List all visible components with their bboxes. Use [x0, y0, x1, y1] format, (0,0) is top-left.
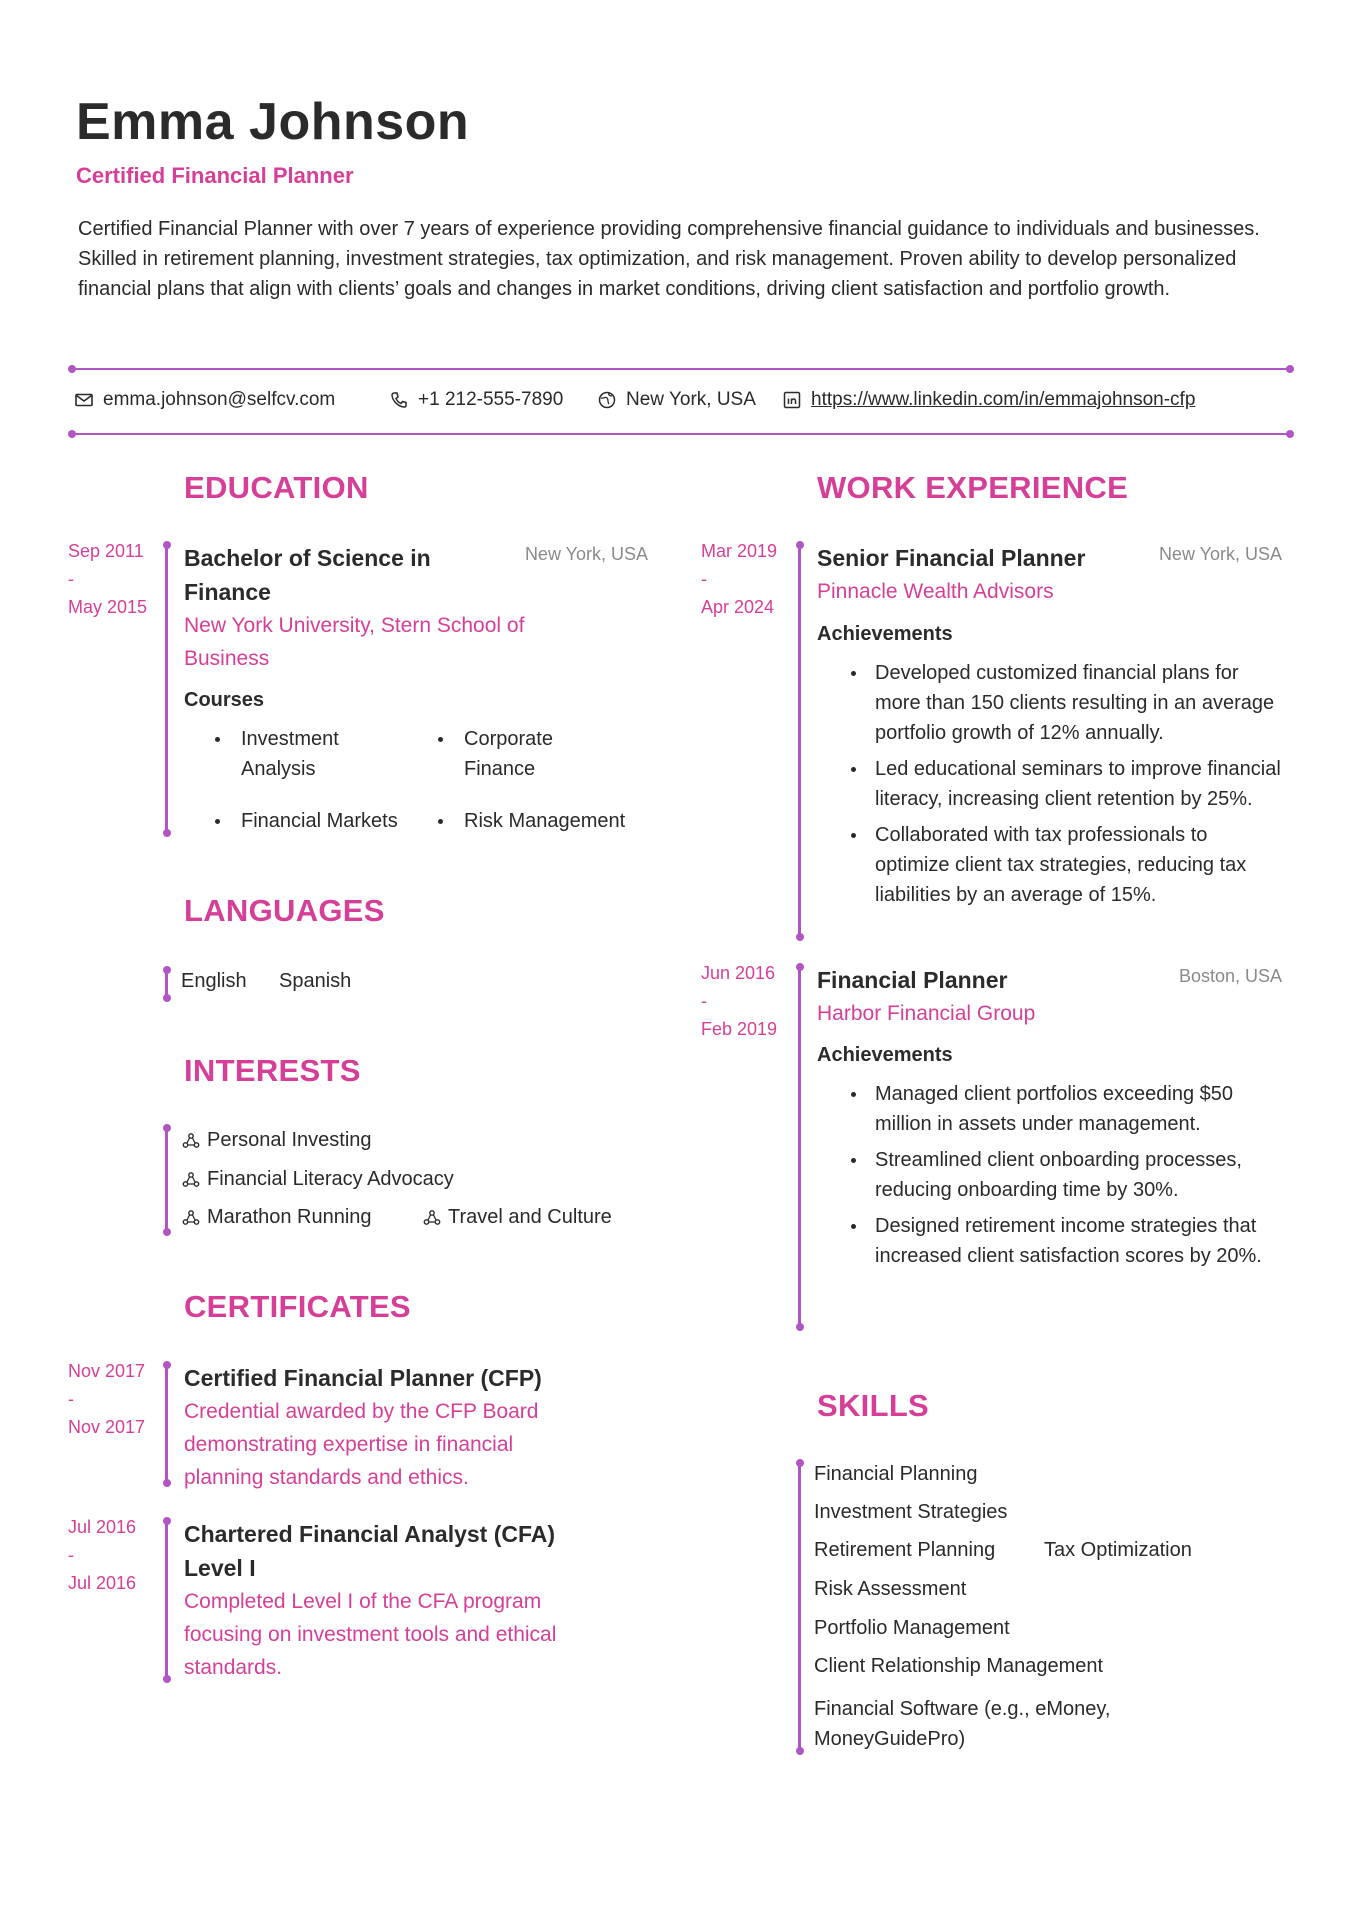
phone-icon	[389, 390, 409, 410]
achievements-list	[817, 1079, 1287, 1277]
skill-item: Investment Strategies	[814, 1501, 1008, 1523]
certificate-dates	[68, 1513, 168, 1597]
date-separator: -	[68, 1389, 74, 1409]
interest-item	[181, 1168, 454, 1191]
email-text: emma.johnson@selfcv.com	[103, 389, 336, 410]
interest-item	[181, 1206, 372, 1229]
interest-label: Personal Investing	[207, 1129, 372, 1151]
education-heading: EDUCATION	[184, 470, 369, 505]
certificate-title	[184, 1517, 664, 1585]
description-line: focusing on investment tools and ethical	[184, 1623, 557, 1646]
people-icon	[181, 1208, 201, 1228]
skill-item: Retirement Planning	[814, 1539, 996, 1561]
date-end: Feb 2019	[701, 1019, 778, 1039]
interest-label: Travel and Culture	[448, 1206, 612, 1228]
contact-linkedin[interactable]	[782, 389, 1195, 411]
job-title: Certified Financial Planner	[76, 163, 354, 188]
course-item: Investment Analysis	[213, 724, 401, 784]
contact-bottom-divider	[72, 433, 1290, 435]
people-icon	[181, 1131, 201, 1151]
date-end: May 2015	[68, 597, 148, 617]
achievement-item: Designed retirement income strategies that increased client satisfaction scores by 20%.	[875, 1211, 1287, 1271]
skill-item: Tax Optimization	[1044, 1539, 1192, 1561]
achievements-list	[817, 658, 1287, 916]
date-start: Jul 2016	[68, 1517, 137, 1537]
course-item: Financial Markets	[213, 806, 441, 836]
date-separator: -	[701, 569, 707, 589]
title-line: Chartered Financial Analyst (CFA)	[184, 1521, 556, 1547]
description-line: Completed Level I of the CFA program	[184, 1590, 542, 1613]
interests-timeline	[165, 1128, 168, 1232]
date-separator: -	[68, 569, 74, 589]
certificate-title: Certified Financial Planner (CFP)	[184, 1365, 542, 1391]
degree-line: Finance	[184, 579, 271, 605]
course-item: Risk Management	[436, 806, 684, 836]
job-timeline	[798, 545, 801, 937]
interest-label: Financial Literacy Advocacy	[207, 1168, 454, 1190]
globe-icon	[597, 390, 617, 410]
skill-item: Financial Planning	[814, 1463, 978, 1485]
skill-item: Client Relationship Management	[814, 1655, 1104, 1677]
achievement-item: Collaborated with tax professionals to optimize client tax strategies, reducing tax liabilities by an average of 15%.	[875, 820, 1287, 910]
envelope-icon	[74, 390, 94, 410]
courses-label: Courses	[184, 689, 265, 711]
achievements-label: Achievements	[817, 1044, 953, 1066]
date-separator: -	[701, 991, 707, 1011]
certificate-dates	[68, 1357, 168, 1441]
date-end: Nov 2017	[68, 1417, 146, 1437]
linkedin-icon	[782, 390, 802, 410]
date-start: Nov 2017	[68, 1361, 146, 1381]
language-item: English	[181, 970, 247, 992]
skill-item: Financial Software (e.g., eMoney, MoneyGuidePro)	[814, 1698, 1111, 1750]
course-item: Corporate Finance	[436, 724, 624, 784]
description-line: planning standards and ethics.	[184, 1466, 469, 1489]
title-line: Level I	[184, 1555, 256, 1581]
job-dates	[701, 537, 801, 621]
people-icon	[181, 1170, 201, 1190]
education-dates	[68, 537, 168, 621]
education-timeline	[165, 545, 168, 833]
skill-item: Risk Assessment	[814, 1578, 967, 1600]
linkedin-link[interactable]: https://www.linkedin.com/in/emmajohnson-cfp	[811, 389, 1196, 410]
job-title: Senior Financial Planner	[817, 545, 1086, 571]
date-start: Jun 2016	[701, 963, 776, 983]
certificate-timeline	[165, 1521, 168, 1679]
certificate-description	[184, 1395, 664, 1494]
interest-item	[422, 1206, 612, 1229]
degree-line: Bachelor of Science in	[184, 545, 431, 571]
certificate-timeline	[165, 1365, 168, 1483]
date-end: Jul 2016	[68, 1573, 137, 1593]
languages-timeline	[165, 970, 168, 998]
job-timeline	[798, 967, 801, 1327]
job-location: Boston, USA	[1178, 966, 1282, 986]
certificate-description	[184, 1585, 664, 1684]
school-name	[184, 609, 644, 675]
company-name: Pinnacle Wealth Advisors	[817, 580, 1054, 603]
contact-email[interactable]	[74, 389, 335, 411]
achievements-label: Achievements	[817, 623, 953, 645]
description-line: Credential awarded by the CFP Board	[184, 1400, 539, 1423]
date-separator: -	[68, 1545, 74, 1565]
job-location: New York, USA	[1158, 544, 1282, 564]
languages-heading: LANGUAGES	[184, 893, 385, 928]
education-location: New York, USA	[524, 544, 648, 564]
phone-text: +1 212-555-7890	[418, 389, 564, 410]
work-experience-heading: WORK EXPERIENCE	[817, 470, 1129, 505]
certificates-heading: CERTIFICATES	[184, 1289, 411, 1324]
contact-phone[interactable]	[389, 389, 563, 411]
company-name: Harbor Financial Group	[817, 1002, 1036, 1025]
contact-top-divider	[72, 368, 1290, 370]
achievement-item: Led educational seminars to improve financial literacy, increasing client retention by 25%.	[875, 754, 1287, 814]
language-item: Spanish	[279, 970, 352, 992]
skill-item: Portfolio Management	[814, 1617, 1010, 1639]
job-dates	[701, 959, 801, 1043]
school-line: New York University, Stern School of	[184, 614, 525, 637]
interest-label: Marathon Running	[207, 1206, 372, 1228]
date-end: Apr 2024	[701, 597, 775, 617]
skills-heading: SKILLS	[817, 1388, 930, 1423]
description-line: standards.	[184, 1656, 283, 1679]
degree-title	[184, 541, 484, 609]
school-line: Business	[184, 647, 270, 670]
profile-summary: Certified Financial Planner with over 7 years of experience providing comprehensive financial guidance to individuals and businesses. Skilled in retirement planning, investment strategies, tax optimization, and risk management. Proven ability to develop personalized financial plans that align with clients’ goals and changes in market conditions, driving client satisfaction and portfolio growth.	[78, 218, 1260, 300]
skills-timeline	[798, 1463, 801, 1751]
interests-heading: INTERESTS	[184, 1053, 361, 1088]
description-line: demonstrating expertise in financial	[184, 1433, 514, 1456]
achievement-item: Managed client portfolios exceeding $50 million in assets under management.	[875, 1079, 1287, 1139]
date-start: Sep 2011	[68, 541, 144, 561]
date-start: Mar 2019	[701, 541, 778, 561]
contact-location	[597, 389, 756, 411]
people-icon	[422, 1208, 442, 1228]
candidate-name: Emma Johnson	[76, 93, 470, 151]
job-title: Financial Planner	[817, 967, 1008, 993]
interest-item	[181, 1129, 372, 1152]
achievement-item: Streamlined client onboarding processes, reducing onboarding time by 30%.	[875, 1145, 1287, 1205]
location-text: New York, USA	[626, 389, 756, 410]
achievement-item: Developed customized financial plans for more than 150 clients resulting in an average portfolio growth of 12% annually.	[875, 658, 1287, 748]
